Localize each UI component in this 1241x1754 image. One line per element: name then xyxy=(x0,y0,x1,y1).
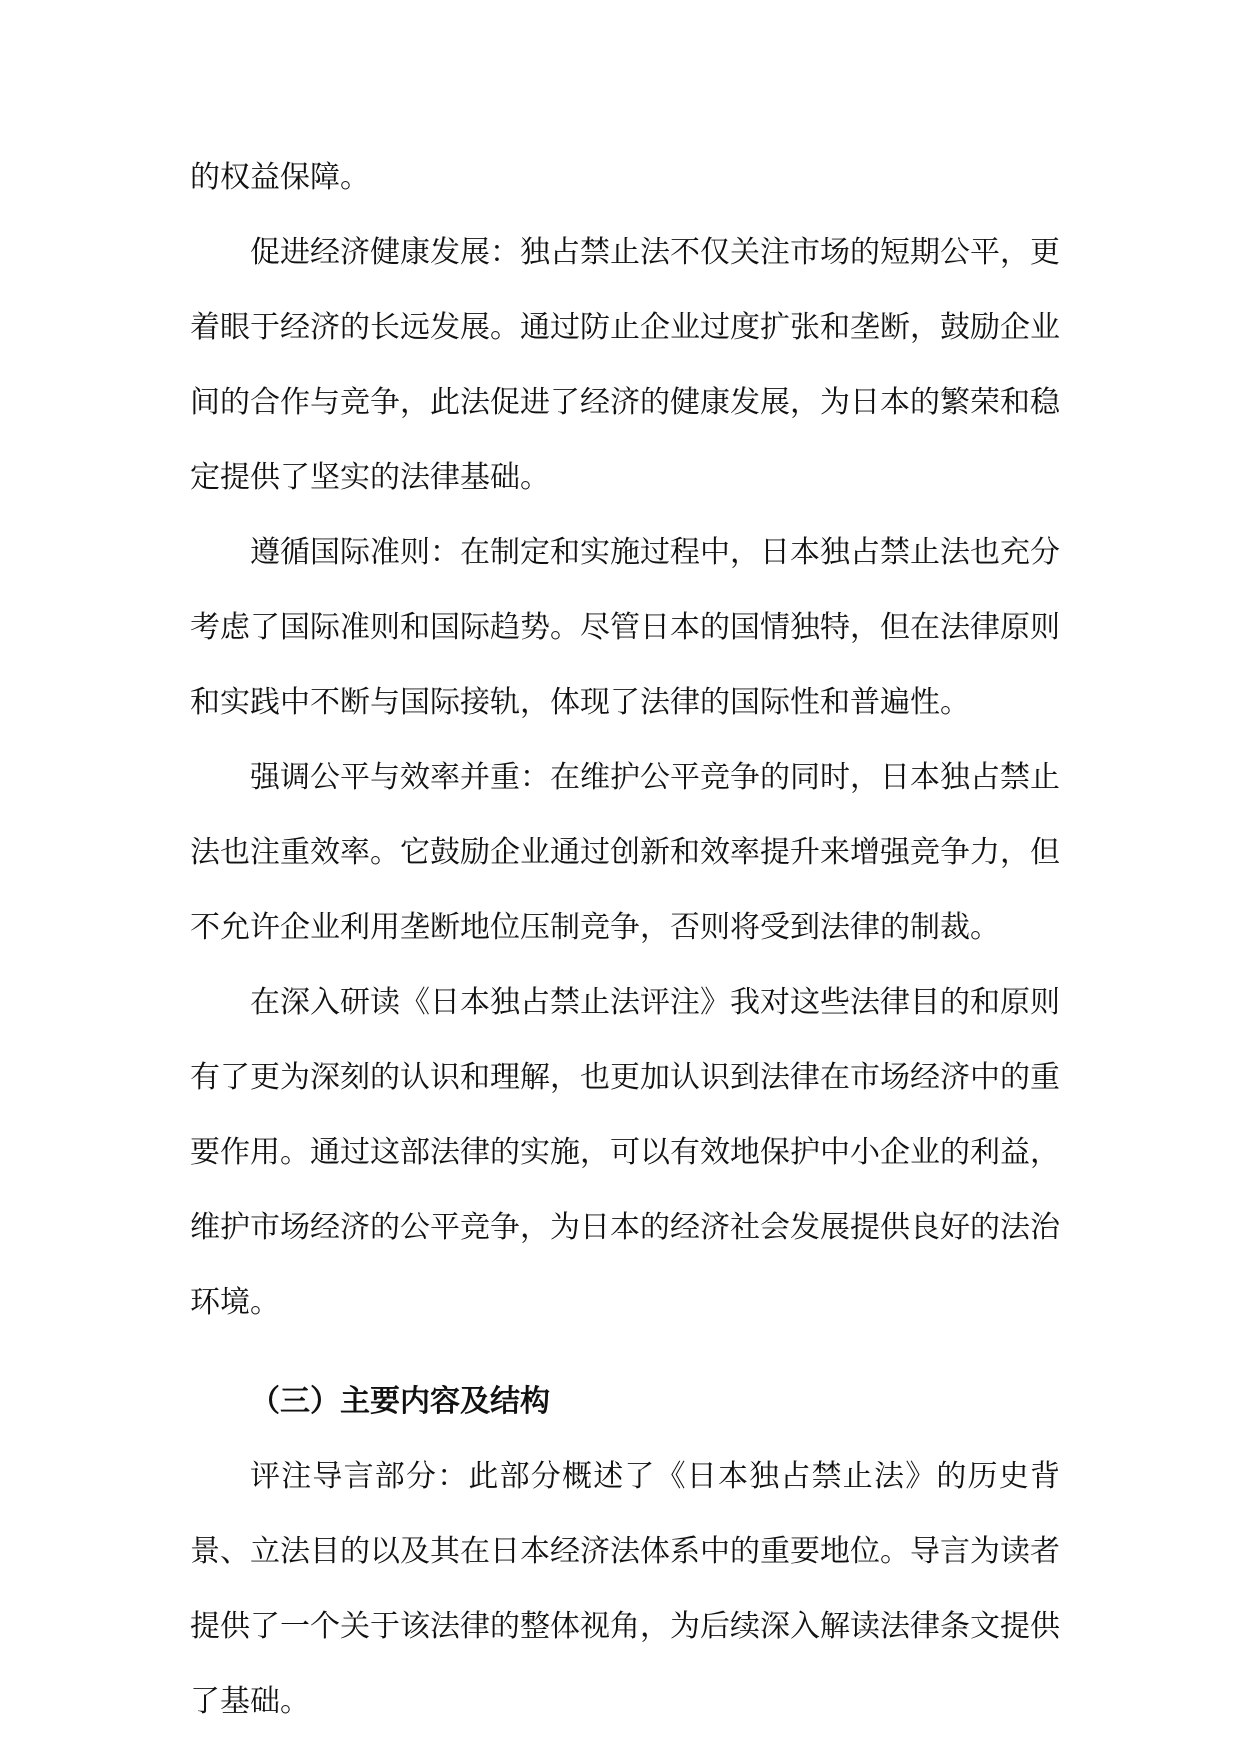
section-heading: （三）主要内容及结构 xyxy=(250,1384,550,1419)
document-body xyxy=(190,140,1060,1739)
paragraph-economic-development: 促进经济健康发展：独占禁止法不仅关注市场的短期公平，更着眼于经济的长远发展。通过防止企业过度扩张和垄断，鼓励企业间的合作与竞争，此法促进了经济的健康发展，为日本的繁荣和稳定提供了坚实的法律基础。 xyxy=(190,235,1060,495)
paragraph-international-norms: 遵循国际准则：在制定和实施过程中，日本独占禁止法也充分考虑了国际准则和国际趋势。尽管日本的国情独特，但在法律原则和实践中不断与国际接轨，体现了法律的国际性和普遍性。 xyxy=(190,535,1060,720)
paragraph-introduction-part: 评注导言部分：此部分概述了《日本独占禁止法》的历史背景、立法目的以及其在日本经济法体系中的重要地位。导言为读者提供了一个关于该法律的整体视角，为后续深入解读法律条文提供了基础。 xyxy=(190,1459,1060,1719)
paragraph-fairness-efficiency: 强调公平与效率并重：在维护公平竞争的同时，日本独占禁止法也注重效率。它鼓励企业通过创新和效率提升来增强竞争力，但不允许企业利用垄断地位压制竞争，否则将受到法律的制裁。 xyxy=(190,760,1060,945)
paragraph-continuation: 的权益保障。 xyxy=(190,160,370,195)
paragraph-reading-reflection: 在深入研读《日本独占禁止法评注》我对这些法律目的和原则有了更为深刻的认识和理解，也更加认识到法律在市场经济中的重要作用。通过这部法律的实施，可以有效地保护中小企业的利益，维护市场经济的公平竞争，为日本的经济社会发展提供良好的法治环境。 xyxy=(190,985,1060,1320)
